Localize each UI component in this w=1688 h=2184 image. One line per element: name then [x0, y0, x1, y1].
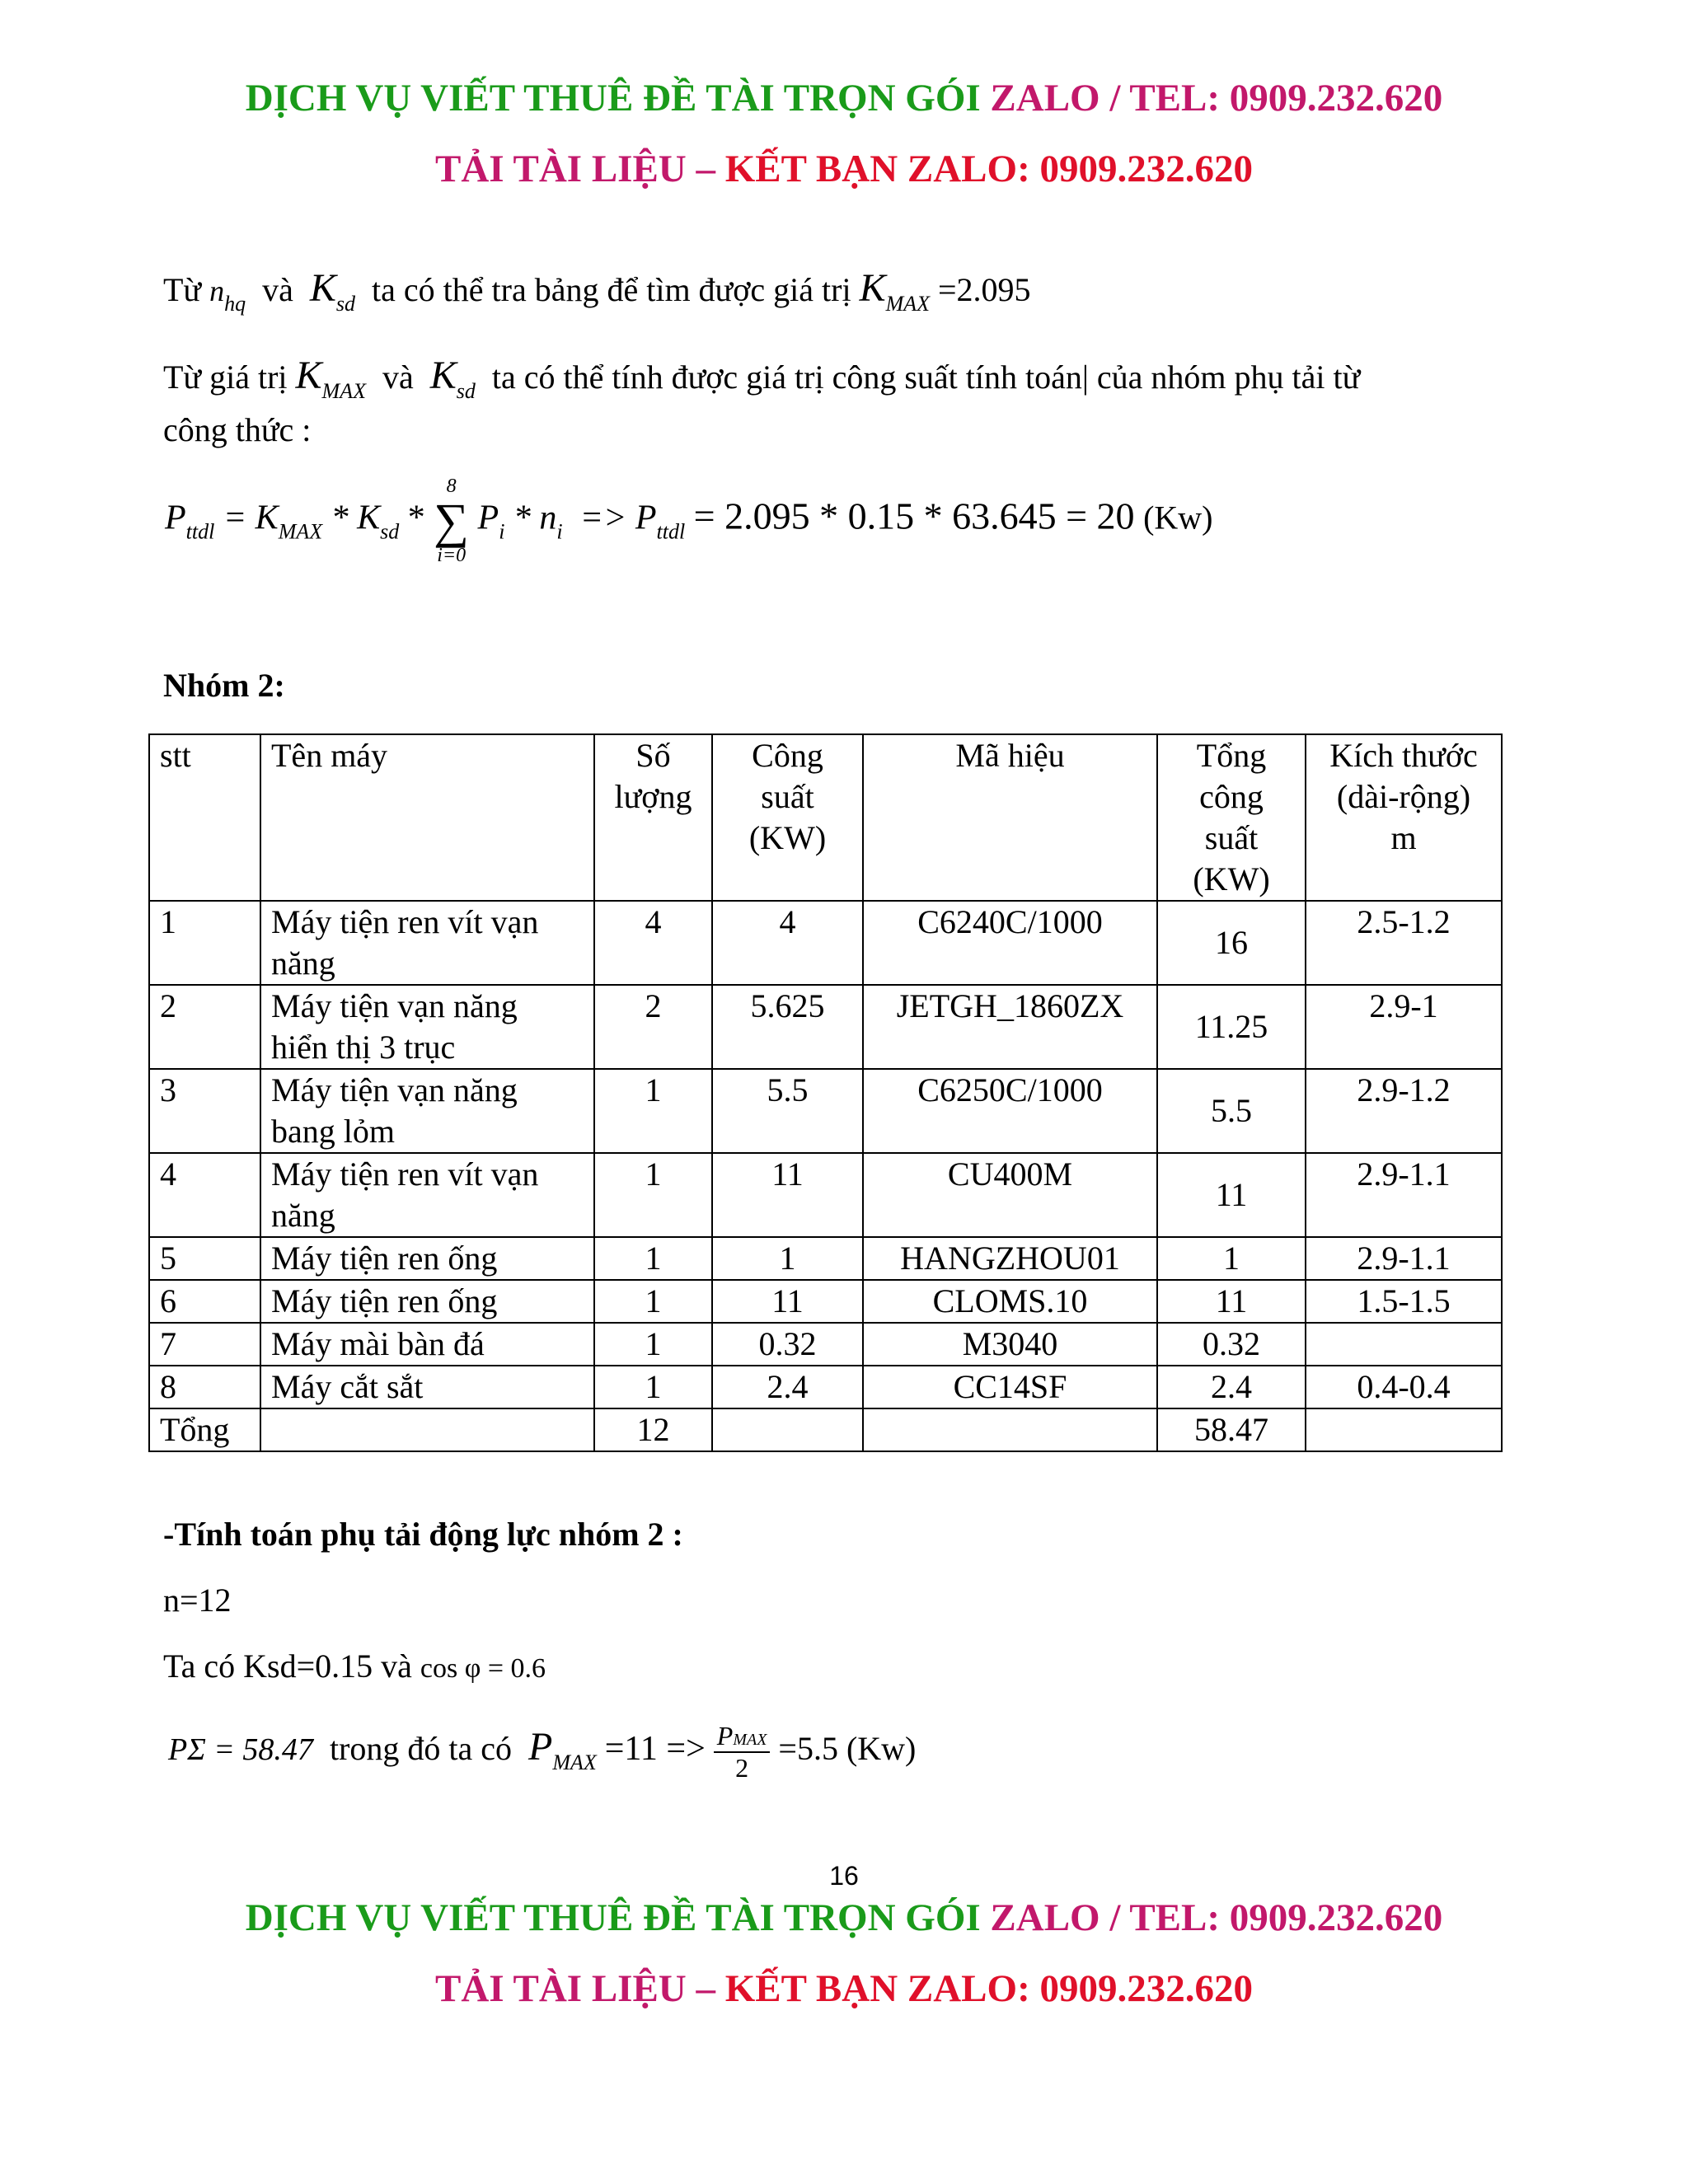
cell-name-l1: Máy tiện ren vít vạn	[271, 1155, 539, 1193]
footer-zalo-text: ZALO	[990, 1896, 1100, 1939]
cell-name-l2: năng	[271, 944, 335, 982]
sum-lower-limit: i=0	[437, 545, 467, 566]
table-header-row	[149, 734, 1502, 901]
th-total-l1: Tổng	[1196, 737, 1267, 774]
cell-code: CLOMS.10	[863, 1280, 1157, 1323]
table-row	[149, 985, 1502, 1069]
footer-line-1	[0, 1896, 1688, 1940]
cell-size: 2.5-1.2	[1306, 901, 1502, 985]
cell-name-l1: Máy tiện vạn năng	[271, 987, 518, 1024]
f1-arrow-p: => P	[579, 499, 657, 537]
calc-title: -Tính toán phụ tải động lực nhóm 2 :	[163, 1516, 683, 1553]
table-footer-row	[149, 1408, 1502, 1451]
cell-code: JETGH_1860ZX	[863, 985, 1157, 1069]
th-size-l2: (dài-rộng)	[1336, 778, 1471, 815]
f1-pi-sub: i	[499, 519, 505, 544]
cell-qty: 2	[594, 985, 712, 1069]
cell-qty: 1	[594, 1069, 712, 1153]
cell-code: CC14SF	[863, 1366, 1157, 1408]
f1-p: P	[165, 499, 186, 537]
p2-text-2: và	[382, 359, 414, 396]
table-row	[149, 1153, 1502, 1237]
cell-empty	[863, 1408, 1157, 1451]
calc-ksd-text: Ta có Ksd=0.15 và	[163, 1647, 412, 1685]
frac-num-sub: MAX	[733, 1731, 767, 1749]
th-total	[1157, 734, 1306, 901]
p1-n-symbol: n	[209, 274, 225, 307]
calc-ksd-line	[163, 1647, 546, 1685]
cell-stt: 5	[149, 1237, 260, 1280]
cell-total: 5.5	[1157, 1069, 1306, 1153]
calc-text-trong: trong đó ta có	[329, 1730, 512, 1768]
cell-name	[260, 1069, 594, 1153]
footer-download-text: TẢI TÀI LIỆU –	[435, 1967, 715, 2010]
f1-p2-sub: ttdl	[656, 519, 686, 544]
f1-ni-sub: i	[556, 519, 563, 544]
cell-total-qty: 12	[594, 1408, 712, 1451]
cell-code: C6250C/1000	[863, 1069, 1157, 1153]
header-friend-text: KẾT BẠN ZALO: 0909.232.620	[724, 148, 1253, 190]
f1-pi: P	[477, 499, 499, 537]
cell-power: 5.5	[712, 1069, 863, 1153]
cell-stt: 2	[149, 985, 260, 1069]
f1-unit: (Kw)	[1143, 499, 1213, 537]
cell-stt: 7	[149, 1323, 260, 1366]
th-qty-l2: lượng	[614, 778, 692, 815]
header-tel-text: / TEL: 0909.232.620	[1109, 77, 1443, 120]
header-line-2	[0, 147, 1688, 191]
cell-size: 0.4-0.4	[1306, 1366, 1502, 1408]
paragraph-2-line-2: công thức :	[163, 411, 312, 448]
cell-name-l2: năng	[271, 1197, 335, 1234]
p1-text-2: và	[262, 271, 293, 308]
cell-stt: 3	[149, 1069, 260, 1153]
cell-name-l1: Máy tiện ren vít vạn	[271, 903, 539, 940]
cell-total-power: 58.47	[1157, 1408, 1306, 1451]
paragraph-1	[163, 265, 1031, 316]
cell-total: 0.32	[1157, 1323, 1306, 1366]
th-code	[863, 734, 1157, 901]
f1-star: *	[407, 499, 425, 537]
cell-size: 1.5-1.5	[1306, 1280, 1502, 1323]
cell-total: 2.4	[1157, 1366, 1306, 1408]
th-name-text: Tên máy	[271, 737, 388, 774]
cell-total: 11	[1157, 1280, 1306, 1323]
cell-empty	[712, 1408, 863, 1451]
calc-n: n=12	[163, 1582, 232, 1619]
th-qty	[594, 734, 712, 901]
f1-star-n: * n	[513, 499, 557, 537]
formula-ptt	[165, 476, 1212, 565]
cell-qty: 1	[594, 1280, 712, 1323]
th-power-l2: suất	[761, 778, 814, 815]
th-power-l3: (KW)	[748, 819, 827, 856]
p2-kmax-sub: MAX	[321, 379, 366, 403]
frac-num-p: P	[716, 1721, 734, 1750]
page-number: 16	[829, 1861, 859, 1891]
fraction-denominator: 2	[735, 1753, 749, 1783]
cell-name: Máy tiện ren ống	[260, 1280, 594, 1323]
cell-stt: 1	[149, 901, 260, 985]
cell-size: 2.9-1.1	[1306, 1237, 1502, 1280]
cell-qty: 1	[594, 1237, 712, 1280]
th-qty-l1: Số	[635, 737, 671, 774]
p1-kmax-sub: MAX	[885, 292, 930, 316]
cell-qty: 1	[594, 1323, 712, 1366]
footer-line-2	[0, 1966, 1688, 2011]
th-total-l4: (KW)	[1193, 860, 1270, 898]
th-stt-text: stt	[160, 737, 191, 774]
p2-text-1: Từ giá trị	[163, 359, 288, 396]
cell-qty: 1	[594, 1153, 712, 1237]
cell-code: C6240C/1000	[863, 901, 1157, 985]
table-row	[149, 1366, 1502, 1408]
cell-empty	[260, 1408, 594, 1451]
p1-text-4: =2.095	[938, 271, 1031, 308]
cell-total: 1	[1157, 1237, 1306, 1280]
cell-qty: 4	[594, 901, 712, 985]
machine-table	[148, 733, 1503, 1452]
header-download-text: TẢI TÀI LIỆU –	[435, 148, 715, 190]
table-row	[149, 1237, 1502, 1280]
cell-size: 2.9-1.2	[1306, 1069, 1502, 1153]
th-size-l3: m	[1390, 819, 1417, 856]
cell-name	[260, 901, 594, 985]
th-name	[260, 734, 594, 901]
p1-n-sub: hq	[224, 292, 246, 316]
sum-symbol	[434, 476, 469, 565]
footer-friend-text: KẾT BẠN ZALO: 0909.232.620	[724, 1967, 1253, 2010]
cell-total: 11	[1157, 1153, 1306, 1237]
cell-name	[260, 985, 594, 1069]
cell-total: 11.25	[1157, 985, 1306, 1069]
p1-text-1: Từ	[163, 271, 202, 308]
cell-stt: 6	[149, 1280, 260, 1323]
th-code-text: Mã hiệu	[955, 737, 1065, 774]
fraction-numerator	[714, 1721, 771, 1753]
th-stt	[149, 734, 260, 901]
cell-power: 5.625	[712, 985, 863, 1069]
p2-k-sub: sd	[456, 379, 476, 403]
p1-text-3: ta có thể tra bảng để tìm được giá trị	[372, 271, 851, 308]
cell-name: Máy tiện ren ống	[260, 1237, 594, 1280]
footer-tel-text: / TEL: 0909.232.620	[1109, 1896, 1443, 1939]
f1-kmax-sub: MAX	[278, 519, 323, 544]
cell-code: HANGZHOU01	[863, 1237, 1157, 1280]
cell-total: 16	[1157, 901, 1306, 985]
p1-kmax-symbol: K	[859, 266, 886, 310]
cell-name: Máy mài bàn đá	[260, 1323, 594, 1366]
f1-result: = 2.095 * 0.15 * 63.645 = 20	[693, 494, 1135, 537]
p2-kmax-symbol: K	[295, 354, 322, 397]
cell-stt: 8	[149, 1366, 260, 1408]
cell-size: 2.9-1	[1306, 985, 1502, 1069]
cell-power: 2.4	[712, 1366, 863, 1408]
header-zalo-text: ZALO	[990, 77, 1100, 120]
paragraph-2	[163, 353, 1360, 404]
p1-k-symbol: K	[309, 266, 336, 310]
f1-ksd-sub: sd	[380, 519, 400, 544]
group-title: Nhóm 2:	[163, 667, 285, 704]
cell-size: 2.9-1.1	[1306, 1153, 1502, 1237]
header-line-1	[0, 76, 1688, 120]
f1-star-k: * K	[331, 499, 381, 537]
calc-psum: PΣ = 58.47	[168, 1732, 313, 1768]
cell-total-label: Tổng	[149, 1408, 260, 1451]
cell-power: 11	[712, 1153, 863, 1237]
cell-size	[1306, 1323, 1502, 1366]
th-size-l1: Kích thước	[1329, 737, 1478, 774]
table-row	[149, 1069, 1502, 1153]
sum-upper-limit: 8	[446, 476, 457, 497]
cell-power: 4	[712, 901, 863, 985]
p1-k-sub: sd	[335, 292, 356, 316]
cell-name-l1: Máy tiện vạn năng	[271, 1071, 518, 1108]
cell-empty	[1306, 1408, 1502, 1451]
calc-pmax: P	[528, 1725, 553, 1769]
th-power	[712, 734, 863, 901]
th-size	[1306, 734, 1502, 901]
cell-name: Máy cắt sắt	[260, 1366, 594, 1408]
th-power-l1: Công	[752, 737, 823, 774]
cell-power: 11	[712, 1280, 863, 1323]
cell-name-l2: bang lỏm	[271, 1113, 395, 1150]
p2-k-symbol: K	[429, 354, 457, 397]
cell-qty: 1	[594, 1366, 712, 1408]
calc-pmax-sub: MAX	[552, 1750, 597, 1775]
cell-code: CU400M	[863, 1153, 1157, 1237]
calc-pmax-line	[168, 1721, 916, 1783]
th-total-l2: công	[1199, 778, 1264, 815]
cell-name-l2: hiển thị 3 trục	[271, 1029, 456, 1066]
table-row	[149, 901, 1502, 985]
cell-power: 1	[712, 1237, 863, 1280]
th-total-l3: suất	[1204, 819, 1259, 856]
p2-text-3: ta có thể tính được giá trị công suất tính toán| của nhóm phụ tải từ	[491, 359, 1361, 396]
cell-power: 0.32	[712, 1323, 863, 1366]
f1-eq-k: = K	[223, 499, 279, 537]
header-service-text: DỊCH VỤ VIẾT THUÊ ĐỀ TÀI TRỌN GÓI	[245, 77, 981, 120]
calc-result: =5.5 (Kw)	[778, 1730, 917, 1768]
cell-name	[260, 1153, 594, 1237]
sigma-icon: ∑	[434, 494, 470, 548]
footer-service-text: DỊCH VỤ VIẾT THUÊ ĐỀ TÀI TRỌN GÓI	[245, 1896, 981, 1939]
f1-p-sub: ttdl	[185, 519, 215, 544]
fraction-pmax-half	[714, 1721, 771, 1783]
cell-code: M3040	[863, 1323, 1157, 1366]
table-row	[149, 1323, 1502, 1366]
table-row	[149, 1280, 1502, 1323]
calc-pmax-eq: =11 =>	[604, 1730, 706, 1769]
cell-stt: 4	[149, 1153, 260, 1237]
calc-cos-phi: cos φ = 0.6	[420, 1653, 546, 1684]
